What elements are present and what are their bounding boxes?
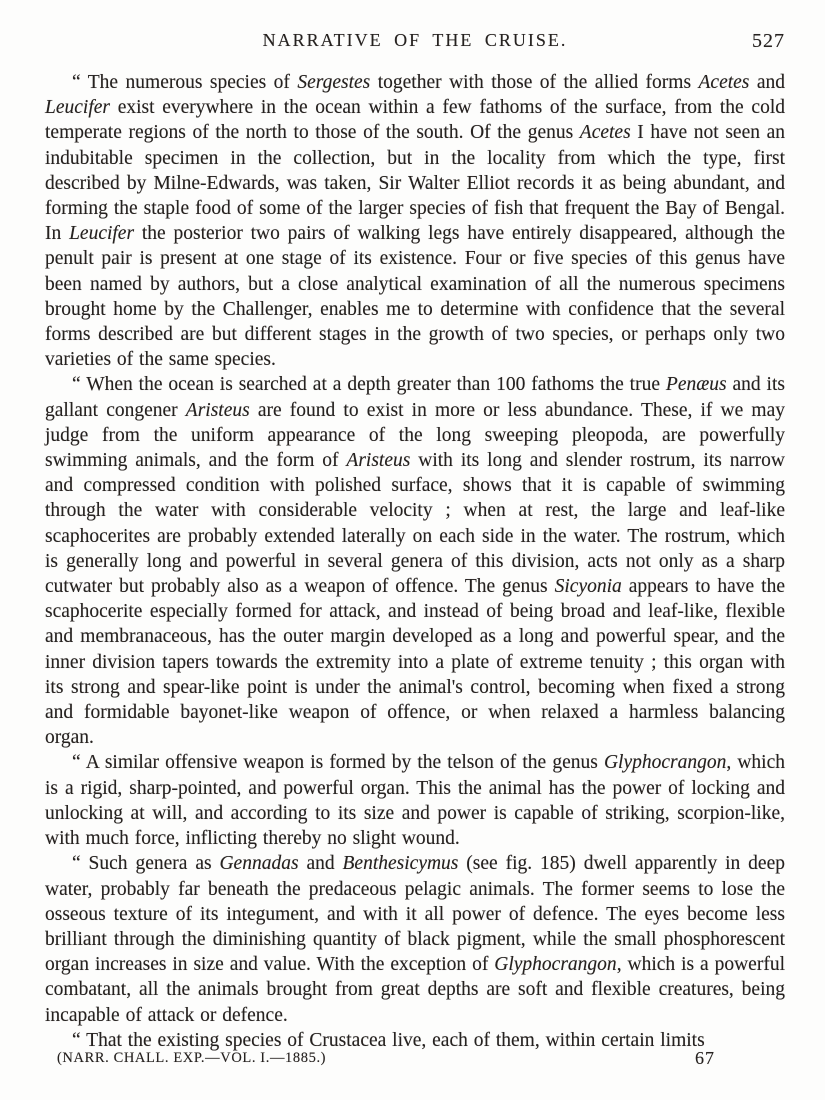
paragraph — [45, 851, 785, 1027]
paragraph — [45, 750, 785, 851]
page-header — [45, 30, 785, 51]
text-run: I have not seen an indubitable specimen in the collection, but in the locality from which the type, first described by Milne-Edwards, was taken, Sir Walter Elliot records it as being abundant, and forming the staple food of some of the larger species of fish that frequent the Bay of Bengal. In — [45, 122, 785, 245]
text-run: “ A similar offensive weapon is formed by the telson of the genus — [72, 752, 604, 774]
genus-name-italic: Gennadas — [219, 853, 299, 875]
text-run: with its long and slender rostrum, its narrow and compressed condition with polished surface, shows that it is capable of swimming through the water with considerable velocity ; when at rest, the large and leaf-like scaphocerites are probably extended laterally on each side in the water. The rostrum, which is generally long and powerful in several genera of this division, acts not only as a sharp cutwater but probably also as a weapon of offence. The genus — [45, 450, 785, 598]
text-run: and — [298, 853, 343, 875]
genus-name-italic: Glyphocrangon — [494, 954, 617, 976]
genus-name-italic: Penæus — [665, 374, 727, 396]
page-body — [45, 70, 785, 1053]
paragraph — [45, 70, 785, 372]
page-footer — [57, 1050, 785, 1067]
footer-signature: (NARR. CHALL. EXP.—VOL. I.—1885.) — [57, 1050, 327, 1066]
running-head: NARRATIVE OF THE CRUISE. — [262, 30, 568, 50]
text-run: appears to have the scaphocerite especially formed for attack, and instead of being broad and leaf-like, flexible and membranaceous, has the outer margin developed as a long and powerful spear, and the inner division tapers towards the extremity into a plate of extreme tenuity ; this organ with its strong and spear-like point is under the animal's control, becoming when fixed a strong and formidable bayonet-like weapon of offence, or when relaxed a harmless balancing organ. — [45, 576, 785, 749]
text-run: , which is a rigid, sharp-pointed, and powerful organ. This the animal has the power of locking and unlocking at will, and according to its size and power is capable of striking, scorpion-like, with much force, inflicting thereby no slight wound. — [45, 752, 785, 850]
text-run: and its gallant congener — [45, 374, 785, 421]
genus-name-italic: Glyphocrangon — [603, 752, 727, 774]
text-run: “ Such genera as — [72, 853, 220, 875]
text-run: , which is a powerful combatant, all the animals brought from great depths are soft and flexible creatures, being incapable of attack or defence. — [45, 954, 785, 1026]
genus-name-italic: Leucifer — [69, 223, 135, 245]
genus-name-italic: Acetes — [579, 122, 631, 144]
text-run: the posterior two pairs of walking legs have entirely disappeared, although the penult pair is present at one stage of its existence. Four or five species of this genus have been named by authors, but a close analytical examination of all the numerous specimens brought home by the Challenger, enables me to determine with confidence that the several forms described are but different stages in the growth of two species, or perhaps only two varieties of the same species. — [45, 223, 785, 371]
genus-name-italic: Benthesicymus — [342, 853, 459, 875]
text-run: “ When the ocean is searched at a depth greater than 100 fathoms the true — [72, 374, 666, 396]
paragraph — [45, 372, 785, 750]
text-run: are found to exist in more or less abundance. These, if we may judge from the uniform appearance of the long sweeping pleopoda, are powerfully swimming animals, and the form of — [45, 399, 785, 472]
text-run: together with those of the allied forms — [370, 72, 699, 93]
footer-sheet-number: 67 — [695, 1048, 715, 1068]
page-number: 527 — [752, 30, 785, 52]
genus-name-italic: Aristeus — [346, 450, 411, 472]
genus-name-italic: Aristeus — [185, 399, 250, 421]
text-run: exist everywhere in the ocean within a few fathoms of the surface, from the cold temperate regions of the north to those of the south. Of the genus — [45, 97, 785, 144]
genus-name-italic: Sicyonia — [554, 576, 622, 598]
genus-name-italic: Leucifer — [45, 97, 110, 119]
text-run: (see fig. 185) dwell apparently in deep water, probably far beneath the predaceous pelagic animals. The former seems to lose the osseous texture of its integument, and with it all power of defence. The eyes become less brilliant through the diminishing quantity of black pigment, while the small phosphorescent organ increases in size and value. With the exception of — [45, 853, 785, 976]
genus-name-italic: Acetes — [698, 72, 750, 93]
text-run: “ That the existing species of Crustacea live, each of them, within certain limits — [72, 1029, 705, 1051]
genus-name-italic: Sergestes — [297, 72, 371, 93]
text-run: “ The numerous species of — [72, 72, 298, 93]
text-run: and — [749, 72, 785, 93]
